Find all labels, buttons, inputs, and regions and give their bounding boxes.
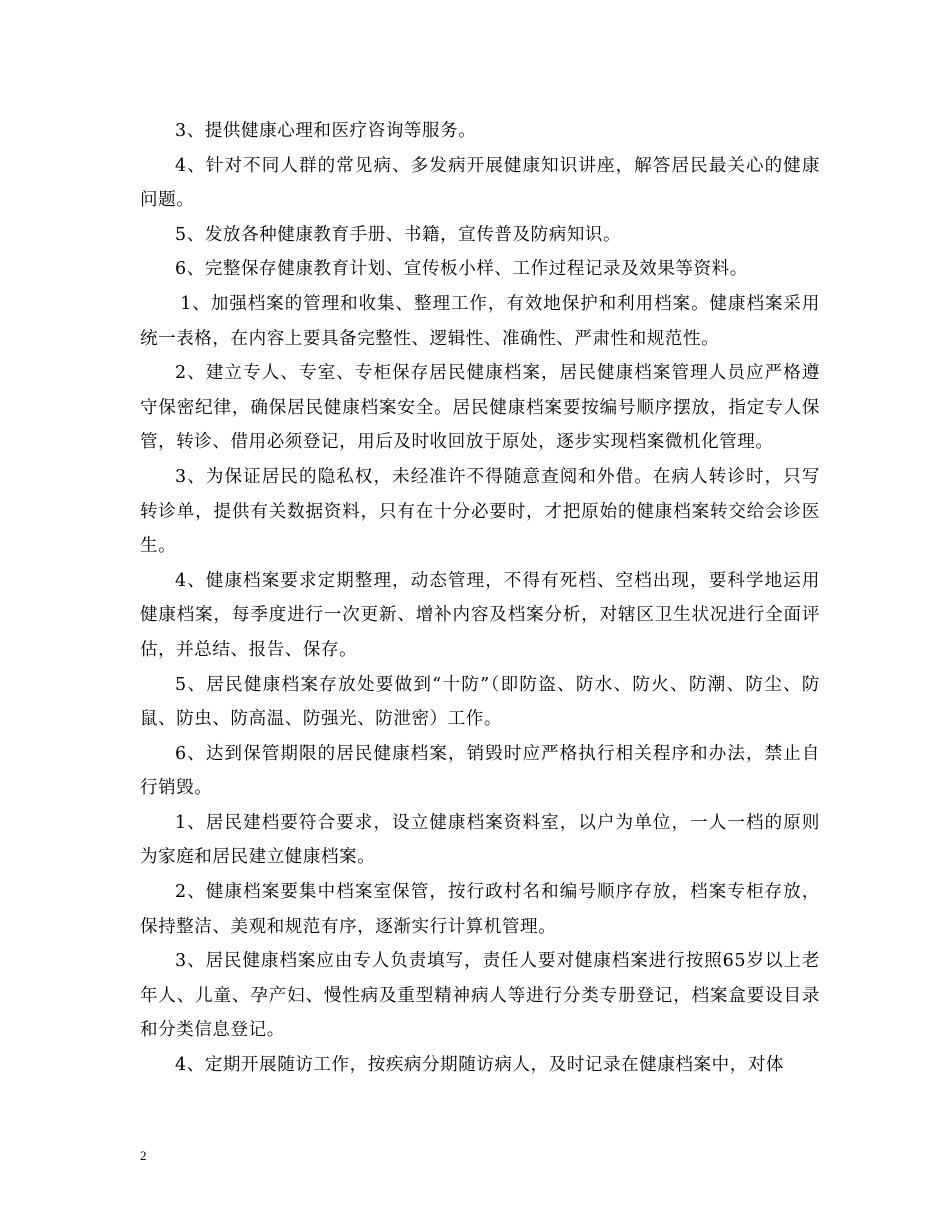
paragraph: 2、健康档案要集中档案室保管，按行政村名和编号顺序存放，档案专柜存放，保持整洁、美观和规范有序，逐渐实行计算机管理。	[140, 882, 820, 937]
page-number: 2	[140, 1148, 147, 1163]
paragraph: 3、提供健康心理和医疗咨询等服务。	[175, 121, 477, 141]
paragraph: 4、定期开展随访工作，按疾病分期随访病人，及时记录在健康档案中，对体	[175, 1055, 785, 1076]
paragraph: 3、居民健康档案应由专人负责填写，责任人要对健康档案进行按照65岁以上老年人、儿童、孕产妇、慢性病及重型精神病人等进行分类专册登记，档案盒要设目录和分类信息登记。	[140, 951, 820, 1041]
paragraph: 2、建立专人、专室、专柜保存居民健康档案，居民健康档案管理人员应严格遵守保密纪律，确保居民健康档案安全。居民健康档案要按编号顺序摆放，指定专人保管，转诊、借用必须登记，用后及时收回放于原处，逐步实现档案微机化管理。	[140, 363, 820, 453]
paragraph: 6、完整保存健康教育计划、宣传板小样、工作过程记录及效果等资料。	[175, 259, 748, 280]
paragraph: 6、达到保管期限的居民健康档案，销毁时应严格执行相关程序和办法，禁止自行销毁。	[140, 743, 820, 799]
paragraph: 5、发放各种健康教育手册、书籍，宣传普及防病知识。	[175, 224, 622, 245]
paragraph: 1、居民建档要符合要求，设立健康档案资料室，以户为单位，一人一档的原则为家庭和居民建立健康档案。	[140, 812, 820, 868]
paragraph: 5、居民健康档案存放处要做到“十防”（即防盗、防水、防火、防潮、防尘、防鼠、防虫、防高温、防强光、防泄密）工作。	[140, 674, 820, 730]
document-body	[140, 114, 820, 1083]
paragraph: 4、健康档案要求定期整理，动态管理，不得有死档、空档出现，要科学地运用健康档案，每季度进行一次更新、增补内容及档案分析，对辖区卫生状况进行全面评估，并总结、报告、保存。	[140, 570, 820, 660]
paragraph: 3、为保证居民的隐私权，未经准许不得随意查阅和外借。在病人转诊时，只写转诊单，提供有关数据资料，只有在十分必要时，才把原始的健康档案转交给会诊医生。	[140, 466, 820, 557]
paragraph: 4、针对不同人群的常见病、多发病开展健康知识讲座，解答居民最关心的健康问题。	[140, 155, 820, 211]
paragraph: 1、加强档案的管理和收集、整理工作，有效地保护和利用档案。健康档案采用统一表格，在内容上要具备完整性、逻辑性、准确性、严肃性和规范性。	[140, 293, 820, 349]
